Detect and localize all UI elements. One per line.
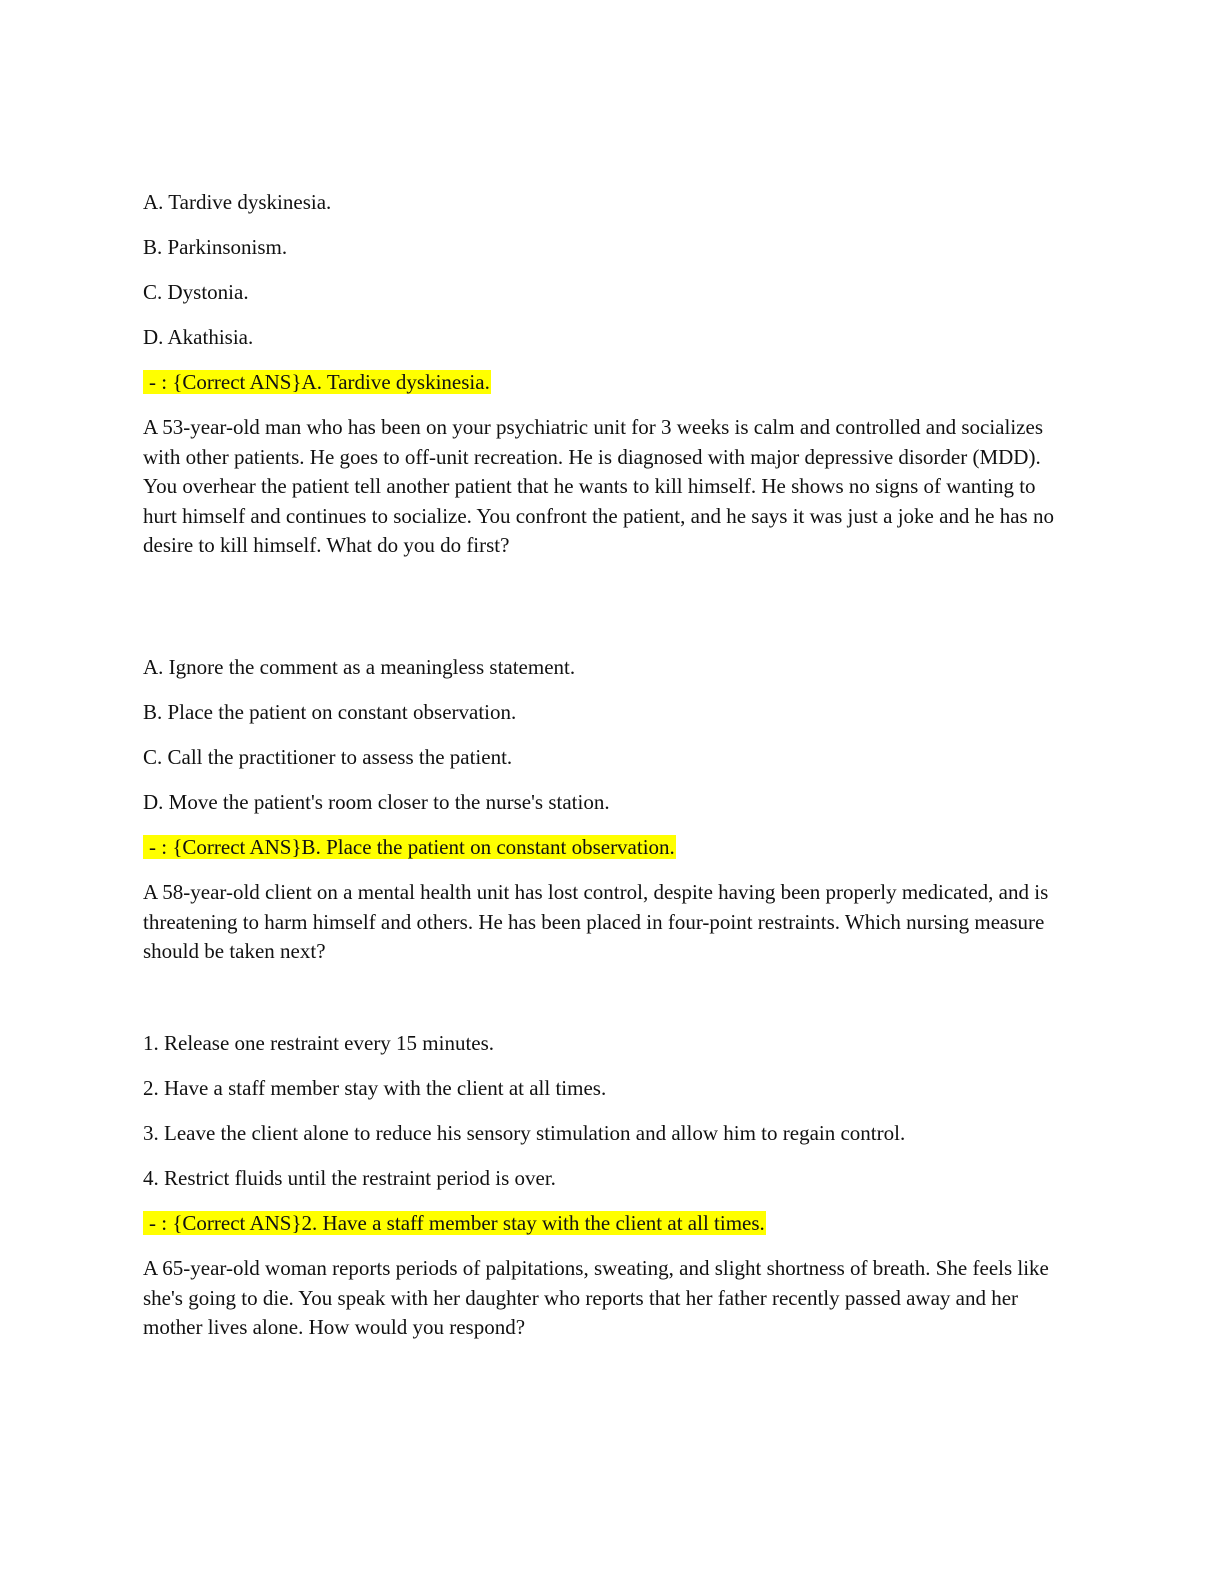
question-block-3 [143,1029,1073,1343]
question-block-2 [143,653,1073,967]
question-text: A 53-year-old man who has been on your psychiatric unit for 3 weeks is calm and controlled and socializes with other patients. He goes to off-unit recreation. He is diagnosed with major depressive disorder (MDD). You overhear the patient tell another patient that he wants to kill himself. He shows no signs of wanting to hurt himself and continues to socialize. You confront the patient, and he says it was just a joke and he has no desire to kill himself. What do you do first? [143,415,1054,557]
option-1: 1. Release one restraint every 15 minutes. [143,1031,495,1055]
option-a: A. Ignore the comment as a meaningless statement. [143,655,576,679]
option-2: 2. Have a staff member stay with the client at all times. [143,1076,607,1100]
question-text: A 58-year-old client on a mental health unit has lost control, despite having been properly medicated, and is threatening to harm himself and others. He has been placed in four-point restraints. Which nursing measure should be taken next? [143,880,1049,963]
correct-answer [143,368,1073,396]
option-a: A. Tardive dyskinesia. [143,190,332,214]
correct-answer [143,1209,1073,1237]
question-text: A 65-year-old woman reports periods of palpitations, sweating, and slight shortness of breath. She feels like she's going to die. You speak with her daughter who reports that her father recently passed away and her mother lives alone. How would you respond? [143,1256,1049,1339]
option-c: C. Dystonia. [143,280,249,304]
option-3: 3. Leave the client alone to reduce his sensory stimulation and allow him to regain control. [143,1121,906,1145]
option-4: 4. Restrict fluids until the restraint period is over. [143,1166,556,1190]
option-b: B. Place the patient on constant observation. [143,700,517,724]
correct-answer-highlight: - : {Correct ANS}A. Tardive dyskinesia. [143,370,491,394]
option-c: C. Call the practitioner to assess the patient. [143,745,513,769]
correct-answer-highlight: - : {Correct ANS}B. Place the patient on constant observation. [143,835,676,859]
correct-answer-highlight: - : {Correct ANS}2. Have a staff member stay with the client at all times. [143,1211,766,1235]
question-block-1 [143,188,1073,561]
option-d: D. Move the patient's room closer to the nurse's station. [143,790,610,814]
option-d: D. Akathisia. [143,325,254,349]
correct-answer [143,833,1073,861]
option-b: B. Parkinsonism. [143,235,288,259]
